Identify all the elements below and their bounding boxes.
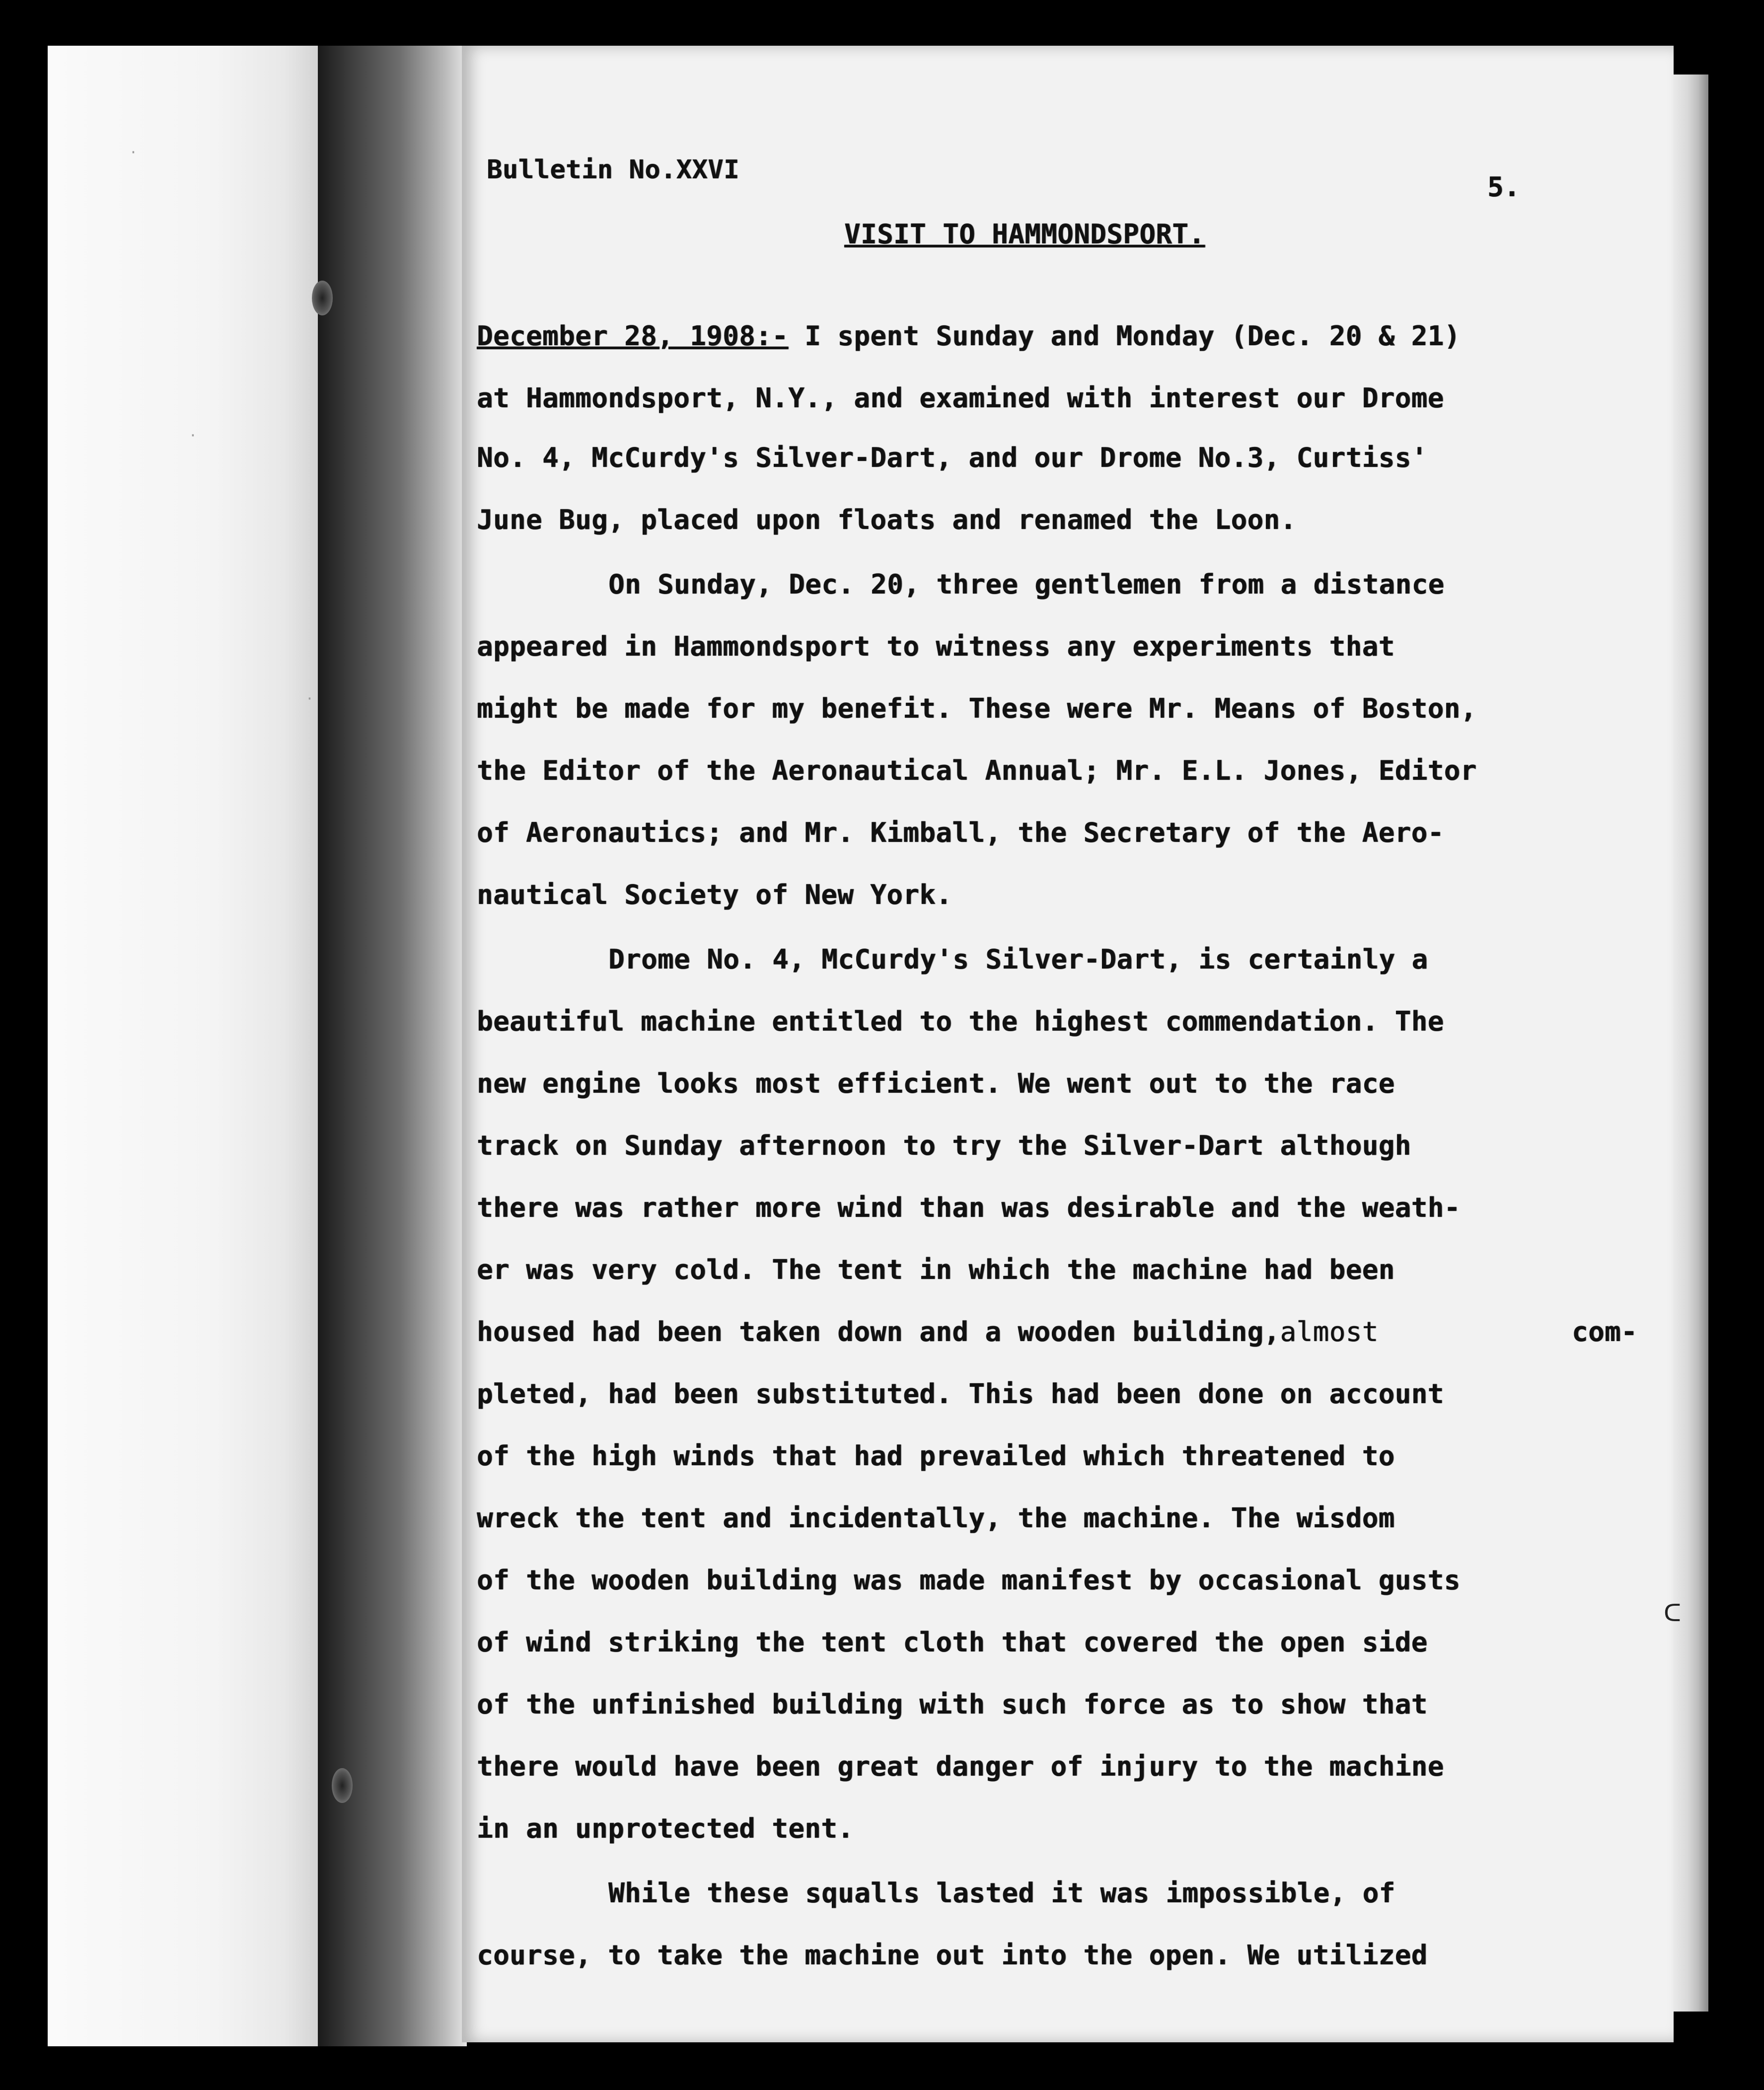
text-line-22: of wind striking the tent cloth that covered the open side [477,1627,1428,1658]
text-line-27: course, to take the machine out into the open. We utilized [477,1940,1428,1971]
film-speck: · [189,427,197,444]
line-1-text: I spent Sunday and Monday (Dec. 20 & 21) [788,320,1461,352]
binding-shadow [318,46,467,2046]
text-line-11: Drome No. 4, McCurdy's Silver-Dart, is certainly a [608,944,1428,975]
text-line-10: nautical Society of New York. [477,879,953,910]
text-line-20: wreck the tent and incidentally, the machine. The wisdom [477,1502,1395,1534]
text-line-4: June Bug, placed upon floats and renamed the Loon. [477,504,1297,535]
film-speck: · [305,690,314,707]
bulletin-header: Bulletin No.XXVI [487,155,739,185]
film-speck: · [129,144,138,160]
text-line-14: track on Sunday afternoon to try the Silver-Dart although [477,1130,1411,1161]
text-line-5: On Sunday, Dec. 20, three gentlemen from a distance [608,569,1445,600]
text-line-18: pleted, had been substituted. This had been done on account [477,1378,1444,1410]
text-line-3: No. 4, McCurdy's Silver-Dart, and our Drome No.3, Curtiss' [477,442,1428,473]
text-line-7: might be made for my benefit. These were Mr. Means of Boston, [477,693,1477,724]
text-line-23: of the unfinished building with such force as to show that [477,1689,1428,1720]
text-line-21: of the wooden building was made manifest by occasional gusts [477,1565,1461,1596]
text-line-6: appeared in Hammondsport to witness any experiments that [477,631,1395,662]
page-stack-edge [1674,75,1708,2012]
margin-mark: ᑕ [1664,1599,1682,1627]
text-line-15: there was rather more wind than was desirable and the weath- [477,1192,1461,1223]
text-line-13: new engine looks most efficient. We went out to the race [477,1068,1395,1099]
line-end-fragment: com- [1572,1316,1638,1347]
inline-insert: almost [1280,1316,1379,1347]
line-17-text: housed had been taken down and a wooden building, [477,1316,1280,1347]
text-line-17 [477,1316,1379,1347]
text-line-25: in an unprotected tent. [477,1813,854,1844]
date-lead: December 28, 1908:- [477,320,789,352]
document-title: VISIT TO HAMMONDSPORT. [844,219,1205,250]
text-line-26: While these squalls lasted it was impossible, of [608,1877,1396,1909]
punch-hole-top [312,281,333,315]
text-line-19: of the high winds that had prevailed which threatened to [477,1440,1395,1472]
text-line-8: the Editor of the Aeronautical Annual; Mr. E.L. Jones, Editor [477,755,1477,786]
page-number: 5. [1487,171,1521,203]
text-line-12: beautiful machine entitled to the highest commendation. The [477,1006,1444,1037]
punch-hole-bottom [332,1768,353,1803]
text-line-1 [477,320,1461,352]
text-line-16: er was very cold. The tent in which the machine had been [477,1254,1395,1285]
text-line-24: there would have been great danger of injury to the machine [477,1751,1444,1782]
text-line-9: of Aeronautics; and Mr. Kimball, the Secretary of the Aero- [477,817,1444,848]
previous-page-edge [48,46,326,2046]
text-line-2: at Hammondsport, N.Y., and examined with interest our Drome [477,382,1444,414]
